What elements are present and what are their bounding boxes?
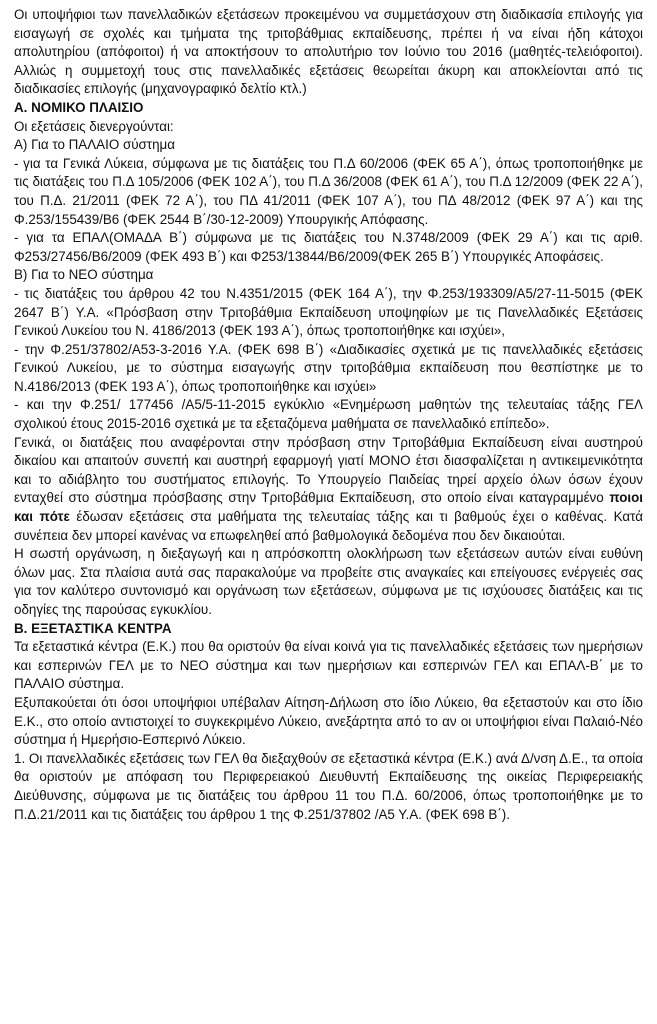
- section-b-heading: Β. ΕΞΕΤΑΣΤΙΚΑ ΚΕΝΤΡΑ: [14, 620, 172, 636]
- general-text-part2: έδωσαν εξετάσεις στα μαθήματα της τελευταίας τάξης και τι βαθμούς έχει ο καθένας. Κατά συνέπεια δεν μπορεί κανένας να επωφεληθεί από βαθμολογικά δεδομένα που δεν δικαιούται.: [14, 509, 643, 543]
- exam-centers-paragraph: Τα εξεταστικά κέντρα (Ε.Κ.) που θα οριστούν θα είναι κοινά για τις πανελλαδικές εξετάσεις των ημερήσιων και εσπερινών ΓΕΛ με το ΝΕΟ σύστημα και των ημερήσιων και εσπερινών ΓΕΛ και ΕΠΑΛ-Β΄ με το ΠΑΛΑΙΟ σύστημα.: [14, 639, 643, 692]
- old-system-epal: - για τα ΕΠΑΛ(ΟΜΑΔΑ Β΄) σύμφωνα με τις διατάξεις του Ν.3748/2009 (ΦΕΚ 29 Α΄) και τις αριθ. Φ253/27456/Β6/2009 (ΦΕΚ 493 Β΄) και Φ253/13844/Β6/2009(ΦΕΚ 265 Β΄) Υπουργικές Αποφάσεις.: [14, 230, 643, 264]
- organization-paragraph: Η σωστή οργάνωση, η διεξαγωγή και η απρόσκοπτη ολοκλήρωση των εξετάσεων αυτών είναι ευθύνη όλων μας. Στα πλαίσια αυτά σας παρακαλούμε να προβείτε στις αναγκαίες και επείγουσες ενέργειές σας για τον καλύτερο συντονισμό και οργάνωση των εξετάσεων, σύμφωνα με τις ισχύουσες διατάξεις και τις οδηγίες της παρούσας εγκυκλίου.: [14, 546, 643, 617]
- new-system-law: - τις διατάξεις του άρθρου 42 του Ν.4351/2015 (ΦΕΚ 164 Α΄), την Φ.253/193309/Α5/27-11-5015 (ΦΕΚ 2647 Β΄) Υ.Α. «Πρόσβαση στην Τριτοβάθμια Εκπαίδευση υποψηφίων με τις Πανελλαδικές Εξετάσεις Γενικού Λυκείου του Ν. 4186/2013 (ΦΕΚ 193 Α΄), όπως τροποποιήθηκε και ισχύει»,: [14, 285, 643, 339]
- general-text-part1: Γενικά, οι διατάξεις που αναφέρονται στην πρόσβαση στην Τριτοβάθμια Εκπαίδευση είναι αυστηρού δικαίου και απαιτούν συνεπή και αυστηρή εφαρμογή γιατί ΜΟΝΟ έτσι διασφαλίζεται η αντικειμενικότητα και το αδιάβλητο του συστήματος επιλογής. Το Υπουργείο Παιδείας τηρεί αρχείο όλων όσων έχουν ενταχθεί στο σύστημα πρόσβασης στην Τριτοβάθμια Εκπαίδευση, στο οποίο είναι καταγραμμένο: [14, 434, 643, 506]
- section-a-heading: Α. ΝΟΜΙΚΟ ΠΛΑΙΣΙΟ: [14, 99, 144, 115]
- section-a-lead: Οι εξετάσεις διενεργούνται:: [14, 118, 174, 134]
- general-paragraph: [14, 434, 643, 546]
- item-1-paragraph: 1. Οι πανελλαδικές εξετάσεις των ΓΕΛ θα διεξαχθούν σε εξεταστικά κέντρα (Ε.Κ.) ανά Δ/νση Δ.Ε., τα οποία θα οριστούν με απόφαση του Περιφερειακού Διευθυντή Εκπαίδευσης της οικείας Περιφερειακής Διεύθυνσης, σύμφωνα με τις διατάξεις του άρθρου 11 του Π.Δ. 60/2006, όπως τροποποιήθηκε με το Π.Δ.21/2011 και τις διατάξεις του άρθρου 1 της Φ.251/37802 /Α5 Υ.Α. (ΦΕΚ 698 Β΄).: [14, 750, 643, 822]
- old-system-title: Α) Για το ΠΑΛΑΙΟ σύστημα: [14, 137, 175, 153]
- new-system-circular: - και την Φ.251/ 177456 /Α5/5-11-2015 εγκύκλιο «Ενημέρωση μαθητών της τελευταίας τάξης ΓΕΛ σχολικού έτους 2015-2016 σχετικά με τα εξεταζόμενα μαθήματα σε πανελλαδικό επίπεδο».: [14, 397, 643, 432]
- new-system-decision: - την Φ.251/37802/Α53-3-2016 Υ.Α. (ΦΕΚ 698 Β΄) «Διαδικασίες σχετικά με τις πανελλαδικές εξετάσεις Γενικού Λυκείου, με το σύστημα εισαγωγής στην τριτοβάθμια εκπαίδευση που θεσπίστηκε με το Ν.4186/2013 (ΦΕΚ 193 Α΄), όπως τροποποιήθηκε και ισχύει»: [14, 341, 643, 394]
- general-bold-phrase: ποιοι και πότε: [14, 490, 643, 525]
- new-system-title: Β) Για το ΝΕΟ σύστημα: [14, 267, 154, 283]
- implied-paragraph: Εξυπακούεται ότι όσοι υποψήφιοι υπέβαλαν Αίτηση-Δήλωση στο ίδιο Λύκειο, θα εξεταστούν και στο ίδιο Ε.Κ., στο οποίο αντιστοιχεί το συγκεκριμένο Λύκειο, ανεξάρτητα από το αν οι υποψήφιοι είναι Παλαιό-Νέο σύστημα ή Ημερήσιο-Εσπερινό Λύκειο.: [14, 694, 643, 748]
- intro-paragraph: Οι υποψήφιοι των πανελλαδικών εξετάσεων προκειμένου να συμμετάσχουν στη διαδικασία επιλογής για εισαγωγή σε σχολές και τμήματα της τριτοβάθμιας εκπαίδευσης, πρέπει ή να είναι ήδη κάτοχοι απολυτηρίου (απόφοιτοι) ή να αποκτήσουν το απολυτήριο τον Ιούνιο του 2016 (μαθητές-τελειόφοιτοι). Αλλιώς η συμμετοχή τους στις πανελλαδικές εξετάσεις θεωρείται άκυρη και αποκλείονται από τις διαδικασίες επιλογής (μηχανογραφικό δελτίο κτλ.): [14, 7, 643, 97]
- old-system-general-lyceum: - για τα Γενικά Λύκεια, σύμφωνα με τις διατάξεις του Π.Δ 60/2006 (ΦΕΚ 65 Α΄), όπως τροποποιήθηκε με τις διατάξεις του Π.Δ 105/2006 (ΦΕΚ 102 Α΄), του Π.Δ 36/2008 (ΦΕΚ 61 Α΄), του Π.Δ 12/2009 (ΦΕΚ 22 Α΄), του Π.Δ. 21/2011 (ΦΕΚ 72 Α΄), του ΠΔ 41/2011 (ΦΕΚ 107 Α΄), του ΠΔ 48/2012 (ΦΕΚ 97 Α΄) και της Φ.253/155439/Β6 (ΦΕΚ 2544 Β΄/30-12-2009) Υπουργικής Απόφασης.: [14, 155, 643, 227]
